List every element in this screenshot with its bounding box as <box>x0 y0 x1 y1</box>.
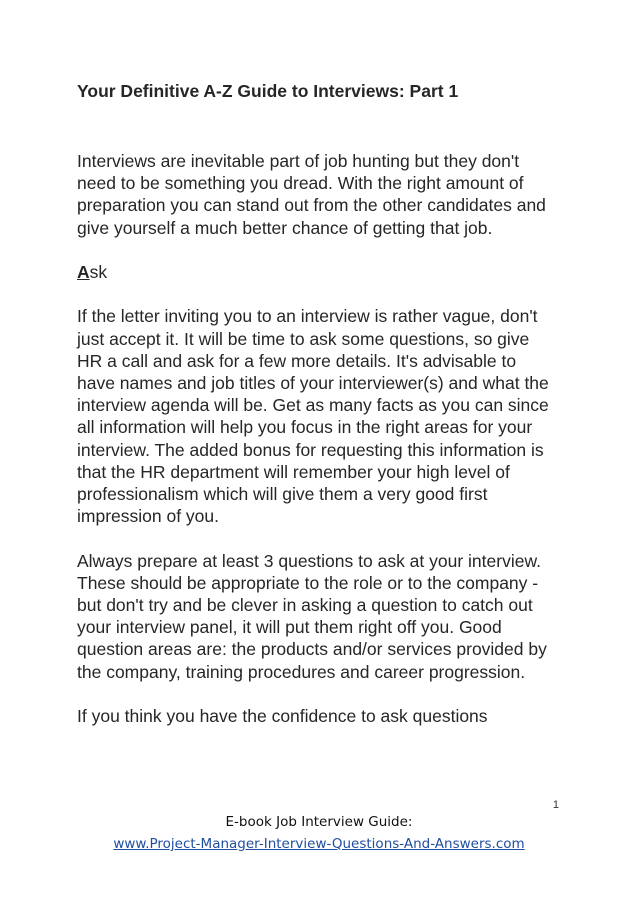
intro-paragraph: Interviews are inevitable part of job hunting but they don't need to be something you dread. With the right amount of preparation you can stand out from the other candidates and give yourself a much better chance of getting that job. <box>77 151 546 238</box>
section-heading-initial: A <box>77 262 90 282</box>
footer-website-link[interactable]: www.Project-Manager-Interview-Questions-And-Answers.com <box>113 836 525 852</box>
footer-title: E-book Job Interview Guide: <box>225 814 413 830</box>
page-number: 1 <box>552 799 559 811</box>
body-paragraph: If the letter inviting you to an interview is rather vague, don't just accept it. It will be time to ask some questions, so give HR a call and ask for a few more details. It's advisable to have names and job titles of your interviewer(s) and what the interview agenda will be. Get as many facts as you can since all information will help you focus in the right areas for your interview. The added bonus for requesting this information is that the HR department will remember your high level of professionalism which will give them a very good first impression of you. <box>77 306 549 527</box>
section-heading-ask <box>77 261 555 283</box>
document-title: Your Definitive A-Z Guide to Interviews: Part 1 <box>77 81 459 101</box>
document-body <box>77 150 555 749</box>
body-paragraph: Always prepare at least 3 questions to ask at your interview. These should be appropriate to the role or to the company - but don't try and be clever in asking a question to catch out your interview panel, it will put them right off you. Good question areas are: the products and/or services provided by the company, training procedures and career progression. <box>77 550 547 682</box>
section-heading-rest: sk <box>89 262 108 282</box>
page-footer <box>0 812 638 854</box>
body-paragraph: If you think you have the confidence to ask questions <box>77 706 488 727</box>
